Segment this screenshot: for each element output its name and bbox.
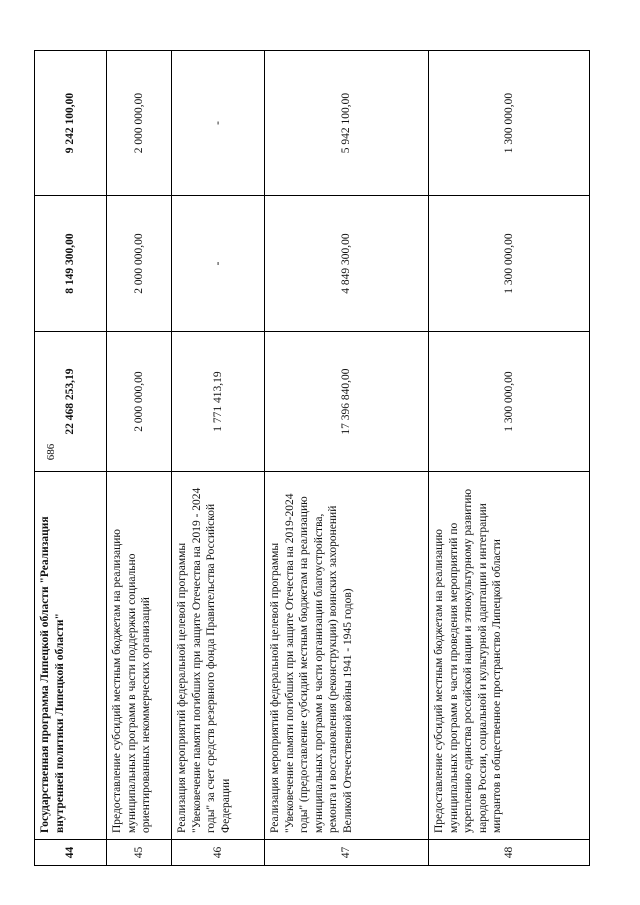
amount-col2: 1 300 000,00 — [429, 196, 590, 332]
amount-col1: 1 300 000,00 — [429, 332, 590, 472]
table-row — [107, 51, 172, 866]
table-row — [35, 51, 107, 866]
row-description: Государственная программа Липецкой области "Реализация внутренней политики Липецкой области" — [35, 472, 107, 840]
page-number: 686 — [45, 443, 57, 461]
row-description: Реализация мероприятий федеральной целевой программы "Увековечение памяти погибших при защите Отечества на 2019 - 2024 годы" за счет средств резервного фонда Правительства Российской Федерации — [172, 472, 265, 840]
amount-col2: 4 849 300,00 — [265, 196, 429, 332]
amount-col1: 1 771 413,19 — [172, 332, 265, 472]
amount-col3: - — [172, 51, 265, 196]
amount-col3: 2 000 000,00 — [107, 51, 172, 196]
row-description: Предоставление субсидий местным бюджетам на реализацию муниципальных программ в части проведения мероприятий по укреплению единства российской нации и этнокультурному развитию народов России, социальной и культурной адаптации и интеграции мигрантов в общественное пространство Липецкой области — [429, 472, 590, 840]
amount-col1: 17 396 840,00 — [265, 332, 429, 472]
row-description: Реализация мероприятий федеральной целевой программы "Увековечение памяти погибших при защите Отечества на 2019-2024 годы" (предоставление субсидий местным бюджетам на реализацию муниципальных программ в части организации благоустройства, ремонта и восстановления (реконструкции) воинских захоронений Великой Отечественной войны 1941 - 1945 годов) — [265, 472, 429, 840]
row-description: Предоставление субсидий местным бюджетам на реализацию муниципальных программ в части поддержки социально ориентированных некоммерческих организаций — [107, 472, 172, 840]
amount-col3: 5 942 100,00 — [265, 51, 429, 196]
table-row — [172, 51, 265, 866]
amount-col2: - — [172, 196, 265, 332]
amount-col2: 2 000 000,00 — [107, 196, 172, 332]
row-number: 45 — [107, 840, 172, 866]
budget-table-container — [34, 51, 589, 866]
row-number: 46 — [172, 840, 265, 866]
row-number: 48 — [429, 840, 590, 866]
table-row — [265, 51, 429, 866]
amount-col3: 9 242 100,00 — [35, 51, 107, 196]
amount-col3: 1 300 000,00 — [429, 51, 590, 196]
table-row — [429, 51, 590, 866]
budget-table — [34, 50, 590, 866]
row-number: 44 — [35, 840, 107, 866]
amount-col1: 2 000 000,00 — [107, 332, 172, 472]
amount-col2: 8 149 300,00 — [35, 196, 107, 332]
row-number: 47 — [265, 840, 429, 866]
amount-col1: 22 468 253,19 — [35, 332, 107, 472]
